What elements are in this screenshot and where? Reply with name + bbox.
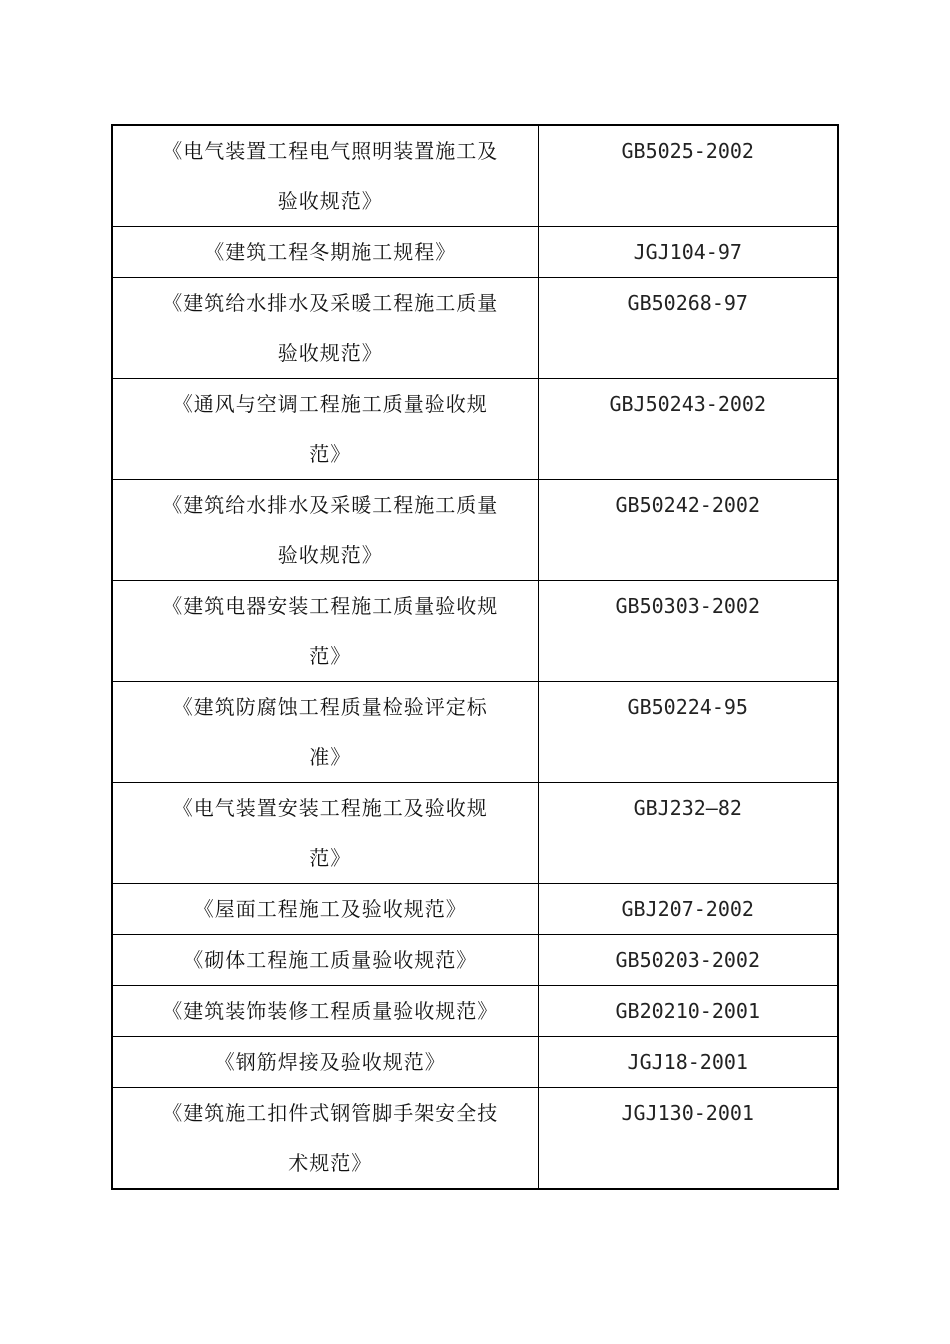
standards-table [111, 124, 839, 1190]
standard-code-cell: GB50242-2002 [538, 480, 838, 581]
standard-name-cell [112, 682, 538, 783]
standard-name-line: 《建筑防腐蚀工程质量检验评定标 [172, 695, 488, 719]
standard-name-line: 《建筑电器安装工程施工质量验收规 [162, 594, 499, 618]
table-row [112, 480, 838, 581]
standard-name-line: 范》 [309, 846, 352, 870]
standard-code-cell: GBJ50243-2002 [538, 379, 838, 480]
standard-name-cell [112, 783, 538, 884]
standard-name-line: 《钢筋焊接及验收规范》 [214, 1050, 446, 1074]
standard-code-cell: GB5025-2002 [538, 125, 838, 227]
standard-code-cell: JGJ104-97 [538, 227, 838, 278]
standard-code-cell: JGJ18-2001 [538, 1037, 838, 1088]
standard-name-cell [112, 125, 538, 227]
standard-name-line: 《电气装置工程电气照明装置施工及 [162, 139, 499, 163]
standard-code-cell: GB50303-2002 [538, 581, 838, 682]
standard-name-line: 《建筑给水排水及采暖工程施工质量 [162, 291, 499, 315]
standard-code-cell: JGJ130-2001 [538, 1088, 838, 1190]
table-row [112, 986, 838, 1037]
standard-name-line: 准》 [309, 745, 352, 769]
standard-name-line: 《屋面工程施工及验收规范》 [193, 897, 467, 921]
table-row [112, 125, 838, 227]
standard-name-line: 验收规范》 [277, 189, 383, 213]
standard-name-line: 《建筑施工扣件式钢管脚手架安全技 [162, 1101, 499, 1125]
table-row [112, 1037, 838, 1088]
standard-code-cell: GBJ207-2002 [538, 884, 838, 935]
standard-name-cell [112, 884, 538, 935]
standard-name-cell [112, 278, 538, 379]
standard-code-cell: GB50203-2002 [538, 935, 838, 986]
standard-name-line: 范》 [309, 644, 352, 668]
standard-code-cell: GBJ232—82 [538, 783, 838, 884]
standard-name-cell [112, 1088, 538, 1190]
standard-name-line: 《建筑工程冬期施工规程》 [204, 240, 457, 264]
standard-name-cell [112, 227, 538, 278]
standard-code-cell: GB20210-2001 [538, 986, 838, 1037]
standard-name-cell [112, 581, 538, 682]
standard-code-cell: GB50268-97 [538, 278, 838, 379]
standard-name-line: 《砌体工程施工质量验收规范》 [183, 948, 478, 972]
standard-name-line: 验收规范》 [277, 543, 383, 567]
table-row [112, 935, 838, 986]
table-row [112, 884, 838, 935]
table-row [112, 783, 838, 884]
standard-name-cell [112, 1037, 538, 1088]
table-row [112, 227, 838, 278]
standard-name-line: 《电气装置安装工程施工及验收规 [172, 796, 488, 820]
table-row [112, 682, 838, 783]
standard-name-line: 验收规范》 [277, 341, 383, 365]
standard-name-cell [112, 379, 538, 480]
standard-name-line: 《建筑给水排水及采暖工程施工质量 [162, 493, 499, 517]
table-row [112, 379, 838, 480]
table-row [112, 278, 838, 379]
table-row [112, 581, 838, 682]
standard-name-line: 范》 [309, 442, 352, 466]
standard-name-cell [112, 986, 538, 1037]
standard-name-line: 术规范》 [288, 1151, 373, 1175]
standard-name-line: 《建筑装饰装修工程质量验收规范》 [162, 999, 499, 1023]
standard-name-cell [112, 480, 538, 581]
standard-name-line: 《通风与空调工程施工质量验收规 [172, 392, 488, 416]
table-row [112, 1088, 838, 1190]
standard-code-cell: GB50224-95 [538, 682, 838, 783]
standard-name-cell [112, 935, 538, 986]
